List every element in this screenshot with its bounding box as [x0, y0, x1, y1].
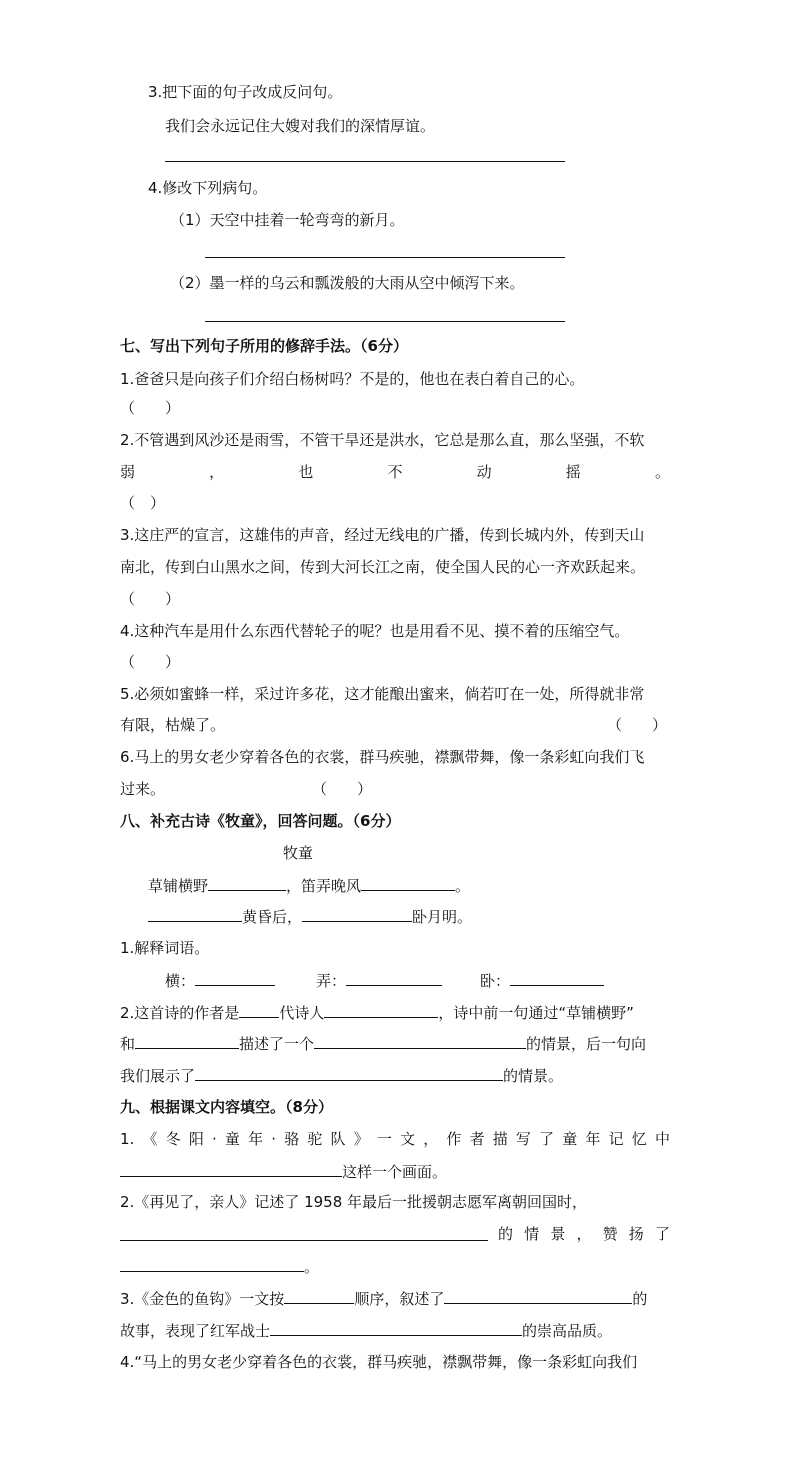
char: 中	[654, 1130, 670, 1148]
char: 写	[515, 1130, 531, 1148]
rhetoric-sentence-3a: 3.这庄严的宣言，这雄伟的声音，经过无线电的广播，传到长城内外，传到天山	[120, 526, 645, 544]
answer-paren-4[interactable]: （ ）	[120, 653, 181, 671]
fill-q2-line-3	[120, 1256, 319, 1277]
q-text: 3.《金色的鱼钩》一文按	[120, 1290, 285, 1308]
char: 一	[376, 1130, 392, 1148]
word-wo	[480, 970, 604, 991]
char: 记	[608, 1130, 624, 1148]
q3-sentence: 我们会永远记住大嫂对我们的深情厚谊。	[165, 117, 436, 135]
char: 景	[550, 1225, 566, 1243]
fill-q2-blank-2[interactable]	[120, 1256, 304, 1272]
fill-q3-line-2	[120, 1320, 612, 1341]
answer-paren-6[interactable]: （ ）	[312, 780, 373, 798]
char: 摇	[565, 463, 581, 481]
char: ，	[423, 1130, 439, 1148]
rhetoric-sentence-2b	[120, 462, 670, 482]
q-text: 故事，表现了红军战士	[120, 1322, 271, 1340]
poem-text: 草铺横野	[148, 877, 209, 895]
q-text: 的	[632, 1290, 648, 1308]
char: 动	[476, 463, 492, 481]
fill-q1-blank[interactable]	[120, 1161, 342, 1177]
fill-q3-line-1	[120, 1288, 647, 1309]
dynasty-blank[interactable]	[239, 1002, 279, 1018]
char: 扬	[628, 1225, 644, 1243]
poem-text: 黄昏后，	[242, 908, 303, 926]
char: 冬	[165, 1130, 181, 1148]
rhetoric-sentence-5b: 有限，枯燥了。	[120, 716, 226, 734]
char: 童	[224, 1130, 240, 1148]
quality-blank[interactable]	[270, 1320, 522, 1336]
word-nong-blank[interactable]	[346, 970, 442, 986]
fill-q2-blank-1[interactable]	[120, 1240, 488, 1241]
char: 忆	[631, 1130, 647, 1148]
poem-blank-4[interactable]	[302, 906, 412, 922]
word-label: 弄：	[316, 972, 347, 990]
q4-sentence-2: （2）墨一样的乌云和瓢泼般的大雨从空中倾泻下来。	[170, 274, 525, 292]
poem-text: 。	[455, 877, 471, 895]
char: 弱	[120, 463, 136, 481]
word-label: 横：	[165, 972, 196, 990]
rhetoric-sentence-6a: 6.马上的男女老少穿着各色的衣裳，群马疾驰，襟飘带舞，像一条彩虹向我们飞	[120, 748, 645, 766]
section-9-title: 九、根据课文内容填空。（8分）	[120, 1098, 333, 1116]
rhetoric-sentence-4: 4.这种汽车是用什么东西代替轮子的呢？也是用看不见、摸不着的压缩空气。	[120, 622, 630, 640]
char: 队	[330, 1130, 346, 1148]
order-blank[interactable]	[284, 1288, 354, 1304]
poem-q2-line-2	[120, 1033, 646, 1054]
q-text: 的崇高品质。	[522, 1322, 613, 1340]
char: 作	[446, 1130, 462, 1148]
fill-q1-line-1	[120, 1129, 670, 1149]
word-heng	[165, 970, 275, 991]
q-text: 的情景。	[503, 1067, 564, 1085]
char: 》	[353, 1130, 369, 1148]
q3-answer-line[interactable]	[165, 161, 565, 162]
char: 《	[142, 1130, 158, 1148]
char: 情	[524, 1225, 540, 1243]
section-7-title: 七、写出下列句子所用的修辞手法。（6分）	[120, 337, 408, 355]
char: 阳	[188, 1130, 204, 1148]
phrase-blank[interactable]	[135, 1033, 239, 1049]
q-text: 的情景，后一句向	[526, 1035, 647, 1053]
poem-line-2	[148, 906, 472, 927]
rhetoric-sentence-3b: 南北，传到白山黑水之间，传到大河长江之南，使全国人民的心一齐欢跃起来。	[120, 558, 646, 576]
fill-q4-line-1: 4.“马上的男女老少穿着各色的衣裳，群马疾驰，襟飘带舞，像一条彩虹向我们	[120, 1353, 638, 1371]
char: 1.	[120, 1130, 135, 1148]
q4-2-answer-line[interactable]	[205, 321, 565, 322]
char: ·	[271, 1130, 277, 1148]
char: 者	[469, 1130, 485, 1148]
rhetoric-sentence-5a: 5.必须如蜜蜂一样，采过许多花，这才能酿出蜜来，倘若叮在一处，所得就非常	[120, 685, 645, 703]
q-text: 这样一个画面。	[342, 1163, 448, 1181]
char: 也	[298, 463, 314, 481]
poem-text: 卧月明。	[412, 908, 473, 926]
char: ，	[209, 463, 225, 481]
char: 文	[400, 1130, 416, 1148]
q-text: 和	[120, 1035, 136, 1053]
answer-paren-5[interactable]: （ ）	[607, 716, 668, 734]
q-text: ，诗中前一句通过“草铺横野”	[438, 1004, 634, 1022]
char: 年	[248, 1130, 264, 1148]
char: 驼	[307, 1130, 323, 1148]
rhetoric-sentence-1: 1.爸爸只是向孩子们介绍白杨树吗？不是的，他也在表白着自己的心。	[120, 370, 585, 388]
word-nong	[316, 970, 442, 991]
q-text: 我们展示了	[120, 1067, 196, 1085]
fill-q2-line-2	[498, 1224, 670, 1244]
poem-title: 牧童	[283, 844, 314, 862]
char: 不	[387, 463, 403, 481]
answer-paren-3[interactable]: （ ）	[120, 590, 181, 608]
q3-instruction: 3.把下面的句子改成反问句。	[148, 83, 343, 101]
scene-blank-2[interactable]	[195, 1065, 503, 1081]
scene-blank-1[interactable]	[314, 1033, 526, 1049]
q-text: 描述了一个	[239, 1035, 315, 1053]
char: 童	[562, 1130, 578, 1148]
rhetoric-sentence-6b: 过来。	[120, 780, 166, 798]
poem-q2-line-3	[120, 1065, 563, 1086]
poem-blank-1[interactable]	[208, 875, 286, 891]
word-heng-blank[interactable]	[195, 970, 275, 986]
poet-blank[interactable]	[324, 1002, 438, 1018]
q-text: 。	[304, 1258, 320, 1276]
q-text: 代诗人	[279, 1004, 325, 1022]
q-text: 2.这首诗的作者是	[120, 1004, 240, 1022]
answer-paren-1[interactable]: （ ）	[120, 399, 181, 417]
char: ·	[211, 1130, 217, 1148]
char: 年	[585, 1130, 601, 1148]
char: 描	[492, 1130, 508, 1148]
char: 了	[654, 1225, 670, 1243]
answer-paren-2[interactable]: （ ）	[120, 494, 166, 512]
poem-q2-line-1	[120, 1002, 634, 1023]
rhetoric-sentence-2a: 2.不管遇到风沙还是雨雪，不管干旱还是洪水，它总是那么直，那么坚强，不软	[120, 431, 645, 449]
q4-instruction: 4.修改下列病句。	[148, 179, 268, 197]
fill-q1-line-2	[120, 1161, 447, 1182]
q4-1-answer-line[interactable]	[205, 257, 565, 258]
char: ，	[576, 1225, 592, 1243]
poem-q1: 1.解释词语。	[120, 939, 210, 957]
char: 了	[539, 1130, 555, 1148]
poem-text: ，笛弄晚风	[286, 877, 362, 895]
poem-line-1	[148, 875, 470, 896]
poem-blank-3[interactable]	[148, 906, 242, 922]
char: 。	[654, 463, 670, 481]
char: 骆	[284, 1130, 300, 1148]
section-8-title: 八、补充古诗《牧童》，回答问题。（6分）	[120, 812, 401, 830]
char: 的	[498, 1225, 514, 1243]
word-wo-blank[interactable]	[510, 970, 604, 986]
q-text: 顺序，叙述了	[354, 1290, 445, 1308]
poem-blank-2[interactable]	[361, 875, 455, 891]
char: 赞	[602, 1225, 618, 1243]
word-label: 卧：	[480, 972, 511, 990]
q4-sentence-1: （1）天空中挂着一轮弯弯的新月。	[170, 211, 405, 229]
story-blank[interactable]	[444, 1288, 632, 1304]
fill-q2-line-1: 2.《再见了，亲人》记述了 1958 年最后一批援朝志愿军离朝回国时，	[120, 1193, 588, 1211]
